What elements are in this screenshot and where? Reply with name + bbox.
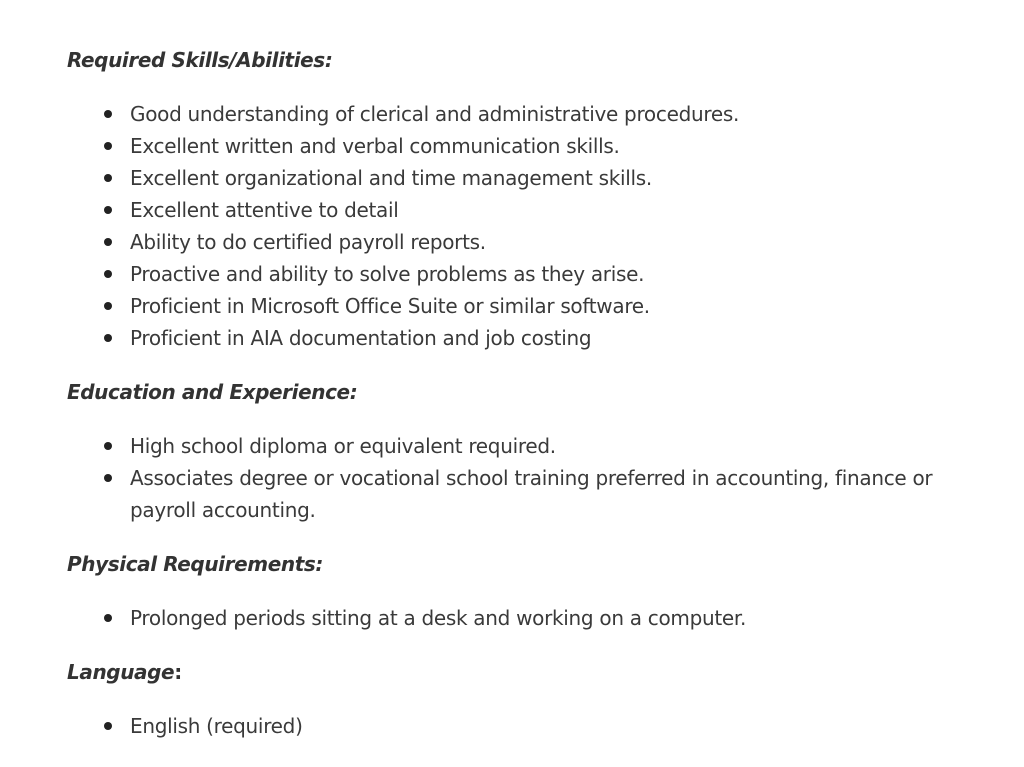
bullet-icon [104,142,112,150]
list-item [67,226,967,258]
list-item [67,322,967,354]
section-heading-physical-requirements: Physical Requirements: [67,552,323,576]
section-heading-language-colon: : [174,660,182,684]
physical-requirements-list [67,602,967,634]
list-item-text: Good understanding of clerical and administrative procedures. [130,102,740,126]
bullet-icon [104,442,112,450]
list-item [67,290,967,322]
list-item [67,462,967,526]
list-item [67,602,967,634]
bullet-icon [104,722,112,730]
section-heading-language [67,656,967,688]
list-item-text: Excellent attentive to detail [130,198,399,222]
bullet-icon [104,474,112,482]
list-item [67,194,967,226]
list-item-text: High school diploma or equivalent required. [130,434,556,458]
job-requirements-content [67,44,967,764]
bullet-icon [104,334,112,342]
list-item [67,710,967,742]
list-item-text: English (required) [130,714,303,738]
bullet-icon [104,614,112,622]
bullet-icon [104,174,112,182]
list-item [67,162,967,194]
list-item [67,258,967,290]
list-item [67,98,967,130]
list-item-text: Excellent organizational and time management skills. [130,166,652,190]
section-heading-language-text: Language [67,660,175,684]
list-item-text: Proficient in Microsoft Office Suite or similar software. [130,294,650,318]
list-item-text: Proactive and ability to solve problems as they arise. [130,262,645,286]
required-skills-list [67,98,967,354]
list-item [67,130,967,162]
list-item [67,430,967,462]
list-item-text: Proficient in AIA documentation and job costing [130,326,592,350]
bullet-icon [104,270,112,278]
language-list [67,710,967,742]
bullet-icon [104,302,112,310]
bullet-icon [104,206,112,214]
bullet-icon [104,238,112,246]
list-item-text: Associates degree or vocational school training preferred in accounting, finance or payroll accounting. [130,466,933,522]
list-item-text: Excellent written and verbal communication skills. [130,134,620,158]
list-item-text: Ability to do certified payroll reports. [130,230,486,254]
bullet-icon [104,110,112,118]
section-heading-education-experience: Education and Experience: [67,380,358,404]
education-experience-list [67,430,967,526]
section-heading-required-skills: Required Skills/Abilities: [67,48,333,72]
list-item-text: Prolonged periods sitting at a desk and working on a computer. [130,606,747,630]
